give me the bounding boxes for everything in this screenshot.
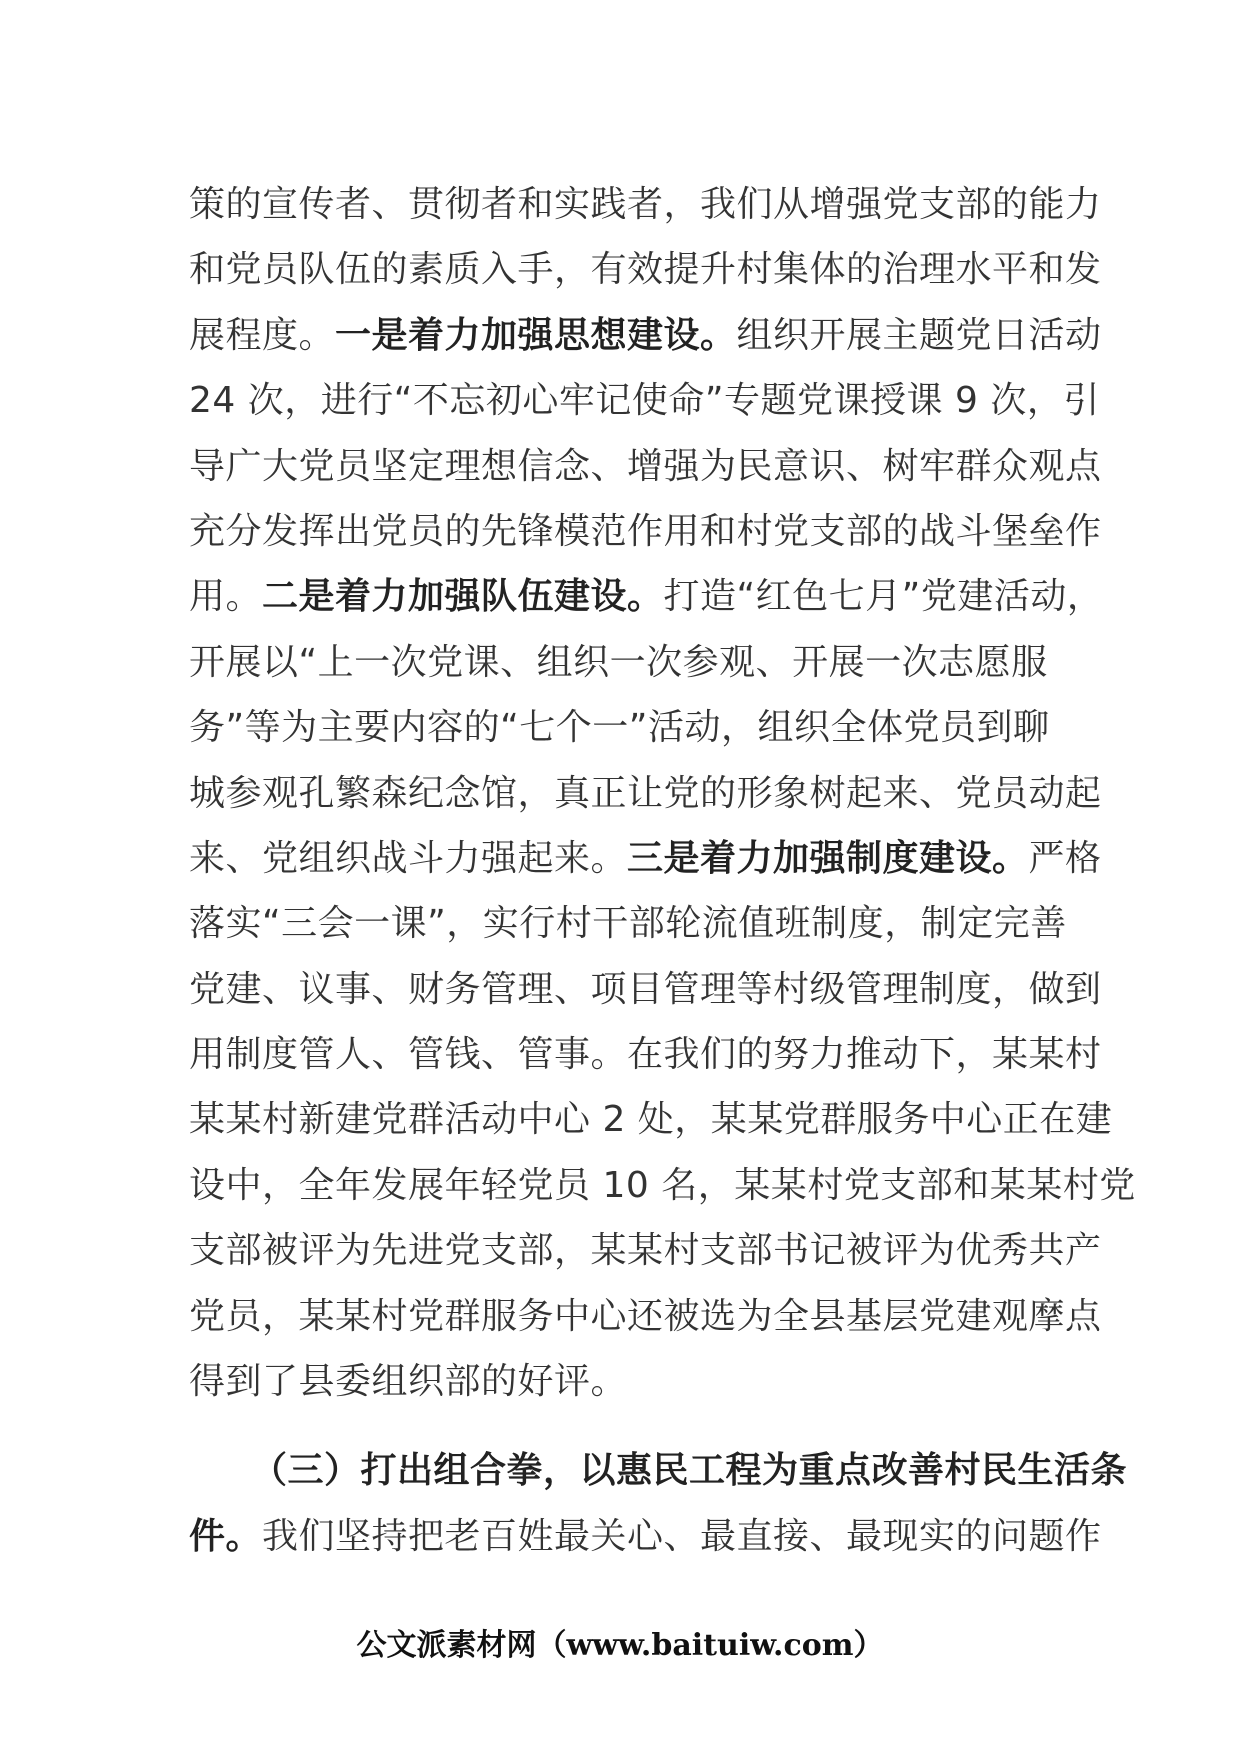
text-line	[189, 368, 1100, 433]
section-heading-line	[189, 1438, 1128, 1503]
text-line	[189, 1349, 1079, 1414]
text-line	[189, 1153, 1136, 1218]
bold-heading-run: 三是着力加强制度建设。	[627, 837, 1029, 879]
text-run: 组织开展主题党日活动	[736, 314, 1102, 356]
footer-watermark: 公文派素材网（www.baituiw.com）	[356, 1628, 884, 1663]
bold-heading-run: 二是着力加强队伍建设。	[262, 576, 664, 618]
text-line	[189, 564, 1104, 629]
text-line	[189, 1504, 1102, 1569]
text-run: 打造“红色七月”党建活动，	[663, 576, 1104, 618]
text-run: 我们坚持把老百姓最关心、最直接、最现实的问题作	[262, 1515, 1102, 1557]
text-line	[189, 237, 1102, 302]
text-line	[189, 1284, 1102, 1349]
document-body	[189, 172, 1136, 1569]
text-run: 党建、议事、财务管理、项目管理等村级管理制度，做到	[189, 968, 1102, 1010]
text-line	[189, 957, 1102, 1022]
text-run: 党员，某某村党群服务中心还被选为全县基层党建观摩点	[189, 1295, 1102, 1337]
text-line	[189, 630, 1079, 695]
section-heading: （三）打出组合拳，以惠民工程为重点改善村民生活条	[251, 1450, 1128, 1492]
text-run: 和党员队伍的素质入手，有效提升村集体的治理水平和发	[189, 249, 1102, 291]
text-run: 设中，全年发展年轻党员 10 名，某某村党支部和某某村党	[189, 1164, 1136, 1206]
text-run: 得到了县委组织部的好评。	[189, 1361, 628, 1403]
section-heading-end: 件。	[189, 1515, 263, 1557]
text-line	[189, 434, 1102, 499]
text-run: 24 次，进行“不忘初心牢记使命”专题党课授课 9 次，引	[189, 380, 1100, 422]
text-line	[189, 1087, 1113, 1152]
text-line	[189, 172, 1102, 237]
text-run: 策的宣传者、贯彻者和实践者，我们从增强党支部的能力	[189, 184, 1102, 225]
text-line	[189, 695, 1079, 760]
text-run: 支部被评为先进党支部，某某村支部书记被评为优秀共产	[189, 1230, 1102, 1272]
text-run: 开展以“上一次党课、组织一次参观、开展一次志愿服	[189, 641, 1048, 683]
text-line	[189, 499, 1102, 564]
text-line	[189, 761, 1102, 826]
text-run: 某某村新建党群活动中心 2 处，某某党群服务中心正在建	[189, 1099, 1113, 1141]
text-run: 严格	[1028, 837, 1102, 879]
text-line	[189, 891, 1079, 956]
text-run: 城参观孔繁森纪念馆，真正让党的形象树起来、党员动起	[189, 772, 1102, 814]
text-run: 用制度管人、管钱、管事。在我们的努力推动下，某某村	[189, 1034, 1102, 1076]
text-line	[189, 1022, 1102, 1087]
text-run: 用。	[189, 576, 263, 618]
text-run: 务”等为主要内容的“七个一”活动，组织全体党员到聊	[189, 707, 1050, 749]
text-run: 导广大党员坚定理想信念、增强为民意识、树牢群众观点	[189, 445, 1102, 487]
text-line	[189, 1218, 1102, 1283]
text-line	[189, 826, 1102, 891]
text-line	[189, 303, 1102, 368]
text-run: 充分发挥出党员的先锋模范作用和村党支部的战斗堡垒作	[189, 510, 1102, 552]
text-run: 落实“三会一课”，实行村干部轮流值班制度，制定完善	[189, 903, 1067, 945]
text-run: 来、党组织战斗力强起来。	[189, 837, 628, 879]
bold-heading-run: 一是着力加强思想建设。	[335, 314, 737, 356]
text-run: 展程度。	[189, 314, 336, 356]
